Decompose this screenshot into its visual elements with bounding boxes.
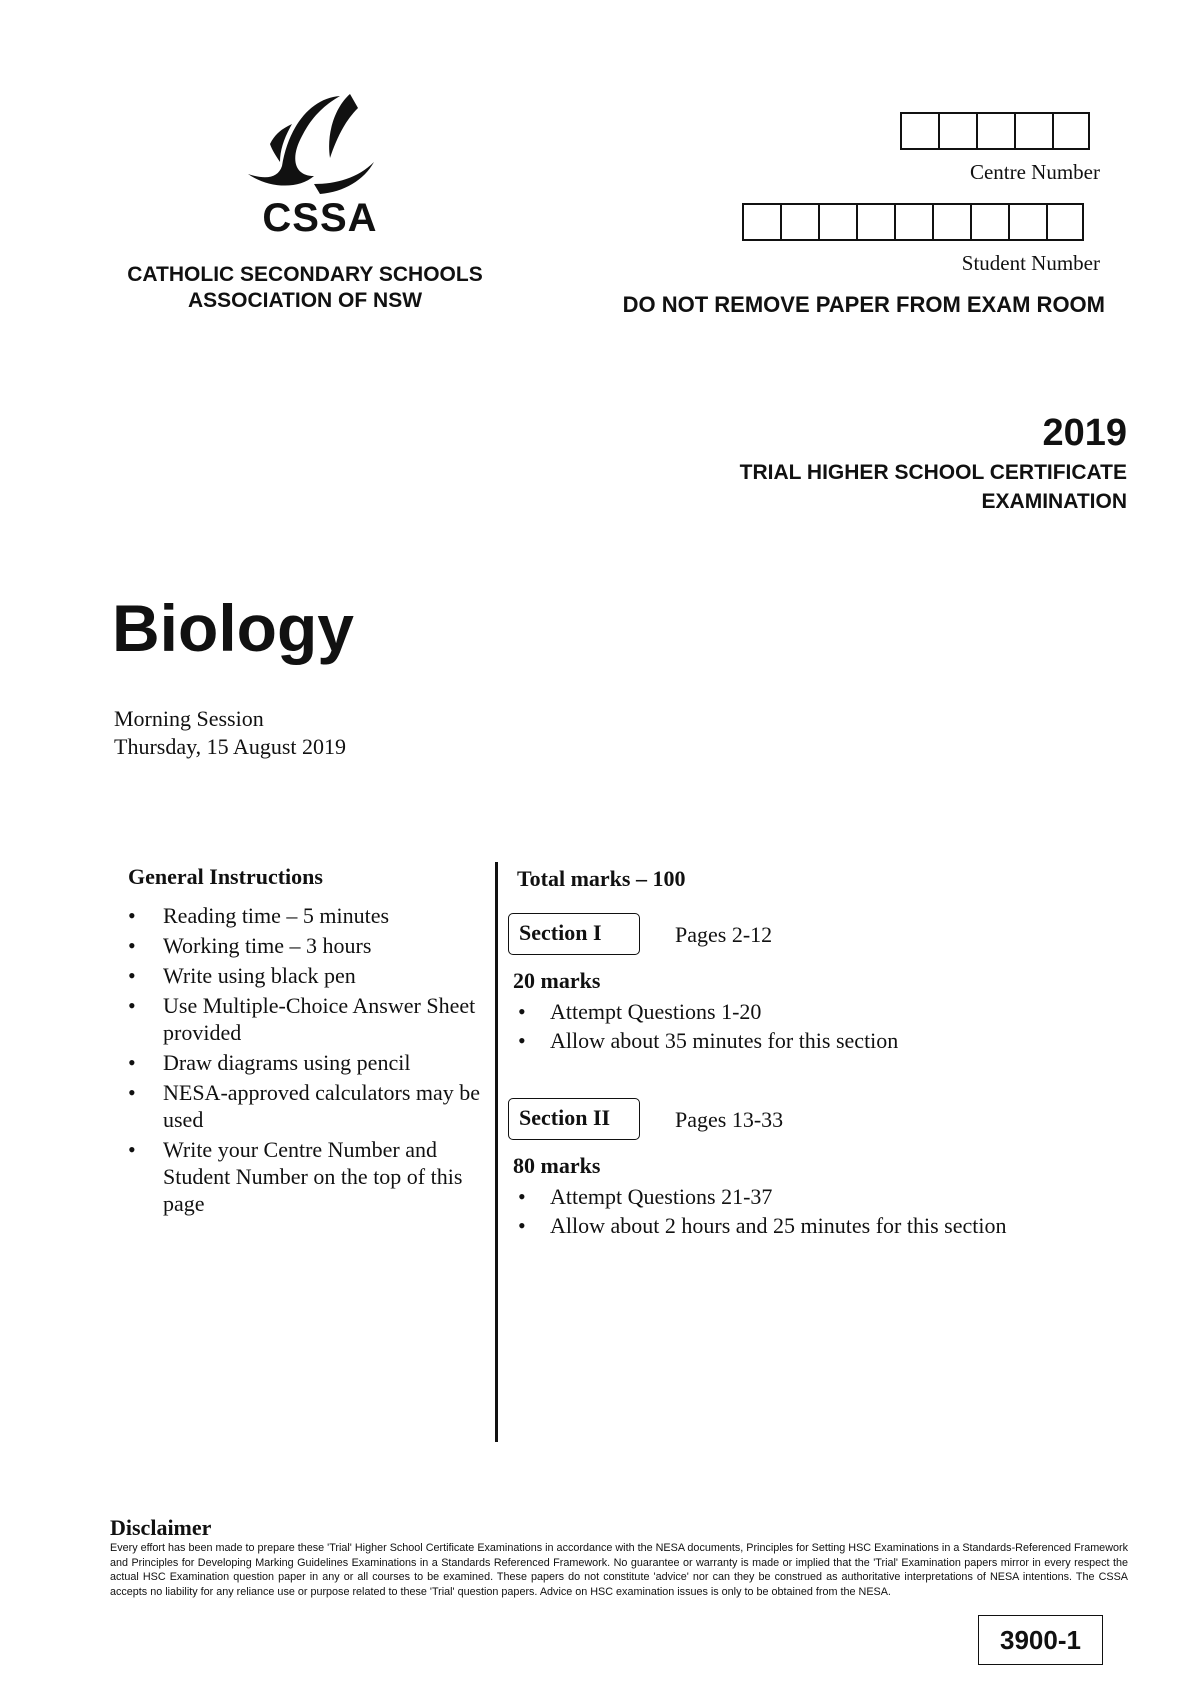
instruction-item: • Use Multiple-Choice Answer Sheet provided <box>128 992 498 1046</box>
section-1-item: • Allow about 35 minutes for this section <box>518 1026 898 1055</box>
instruction-item: • NESA-approved calculators may be used <box>128 1079 498 1133</box>
exam-year: 2019 <box>1042 412 1127 454</box>
centre-digit-box[interactable] <box>1052 112 1090 150</box>
student-digit-box[interactable] <box>742 203 780 241</box>
centre-digit-box[interactable] <box>938 112 976 150</box>
total-marks: Total marks – 100 <box>517 866 686 891</box>
centre-digit-box[interactable] <box>1014 112 1052 150</box>
org-name-line2: ASSOCIATION OF NSW <box>187 289 423 312</box>
section-1-label: Section I <box>508 913 640 955</box>
student-digit-box[interactable] <box>818 203 856 241</box>
paper-code: 3900-1 <box>978 1615 1103 1665</box>
student-digit-box[interactable] <box>1008 203 1046 241</box>
cssa-logo-icon <box>240 88 390 198</box>
section-1-marks: 20 marks <box>513 968 601 993</box>
session-name: Morning Session <box>114 706 264 731</box>
exam-room-warning: DO NOT REMOVE PAPER FROM EXAM ROOM <box>622 292 1105 317</box>
student-digit-box[interactable] <box>894 203 932 241</box>
instruction-item: • Write using black pen <box>128 962 498 989</box>
disclaimer-heading: Disclaimer <box>110 1515 212 1540</box>
exam-title-line2: EXAMINATION <box>981 490 1127 513</box>
centre-number-label: Centre Number <box>969 160 1100 184</box>
general-instructions-list <box>128 902 498 1220</box>
exam-title <box>600 458 1127 516</box>
section-2-pages: Pages 13-33 <box>675 1107 784 1132</box>
student-digit-box[interactable] <box>780 203 818 241</box>
instruction-item: • Reading time – 5 minutes <box>128 902 498 929</box>
centre-number-boxes[interactable] <box>900 112 1090 150</box>
exam-title-line1: TRIAL HIGHER SCHOOL CERTIFICATE <box>739 461 1127 484</box>
section-1-instructions <box>518 997 898 1055</box>
student-number-boxes[interactable] <box>742 203 1084 241</box>
student-digit-box[interactable] <box>970 203 1008 241</box>
general-instructions-heading: General Instructions <box>128 864 323 889</box>
section-2-item: • Allow about 2 hours and 25 minutes for this section <box>518 1211 1006 1240</box>
organisation-name <box>100 262 510 314</box>
subject-title: Biology <box>112 591 354 665</box>
column-divider <box>495 862 498 1442</box>
section-2-label: Section II <box>508 1098 640 1140</box>
student-digit-box[interactable] <box>1046 203 1084 241</box>
logo-text: CSSA <box>262 196 378 240</box>
section-2-item: • Attempt Questions 21-37 <box>518 1182 1006 1211</box>
org-name-line1: CATHOLIC SECONDARY SCHOOLS <box>127 263 483 286</box>
section-2-instructions <box>518 1182 1006 1240</box>
disclaimer-text: Every effort has been made to prepare these 'Trial' Higher School Certificate Examinations in accordance with the NESA documents, Principles for Setting HSC Examinations in a Standards-Referenced Framework and Principles for Developing Marking Guidelines Examinations in a Standards Referenced Framework. No guarantee or warranty is made or implied that the 'Trial' Examination papers mirror in every respect the actual HSC Examination question paper in any or all courses to be examined. These papers do not constitute 'advice' nor can they be construed as authoritative interpretations of NESA intentions. The CSSA accepts no liability for any reliance use or purpose related to these 'Trial' question papers. Advice on HSC examination issues is only to be obtained from the NESA. <box>110 1542 1128 1598</box>
centre-digit-box[interactable] <box>900 112 938 150</box>
section-2-marks: 80 marks <box>513 1153 601 1178</box>
section-1-pages: Pages 2-12 <box>675 922 773 947</box>
session-date: Thursday, 15 August 2019 <box>114 734 347 759</box>
instruction-item: • Write your Centre Number and Student Number on the top of this page <box>128 1136 498 1217</box>
student-digit-box[interactable] <box>856 203 894 241</box>
centre-digit-box[interactable] <box>976 112 1014 150</box>
instruction-item: • Working time – 3 hours <box>128 932 498 959</box>
student-number-label: Student Number <box>961 251 1100 275</box>
session-info <box>114 705 346 761</box>
section-1-item: • Attempt Questions 1-20 <box>518 997 898 1026</box>
student-digit-box[interactable] <box>932 203 970 241</box>
instruction-item: • Draw diagrams using pencil <box>128 1049 498 1076</box>
